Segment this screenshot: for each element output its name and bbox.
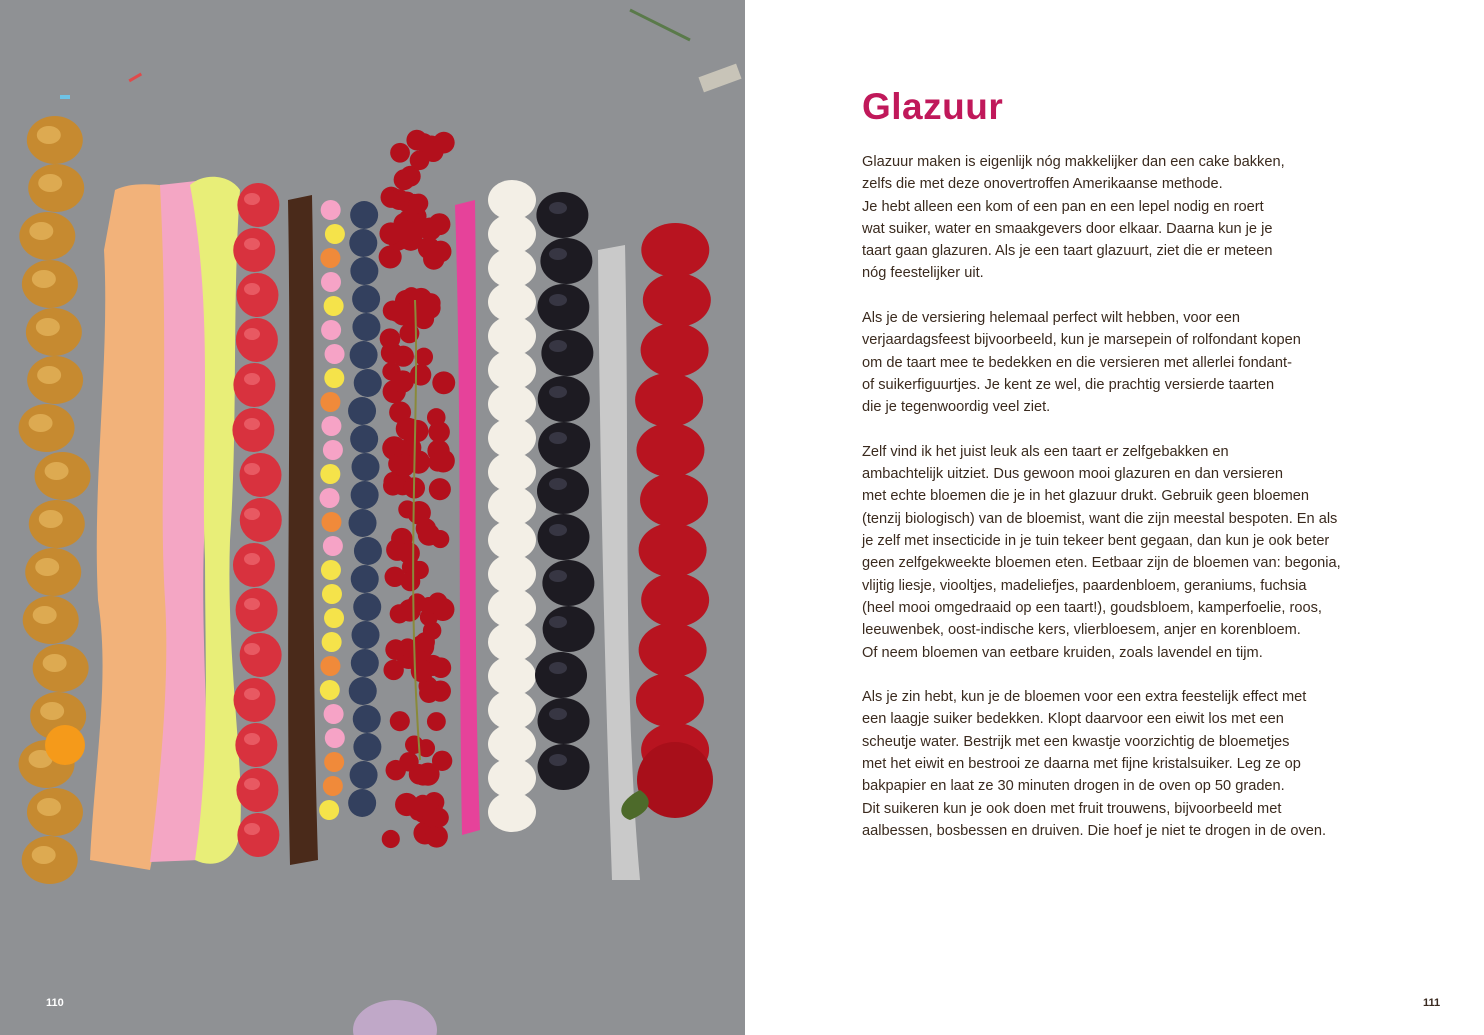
rose-petal-mark — [635, 373, 703, 427]
raspberry-highlight — [244, 508, 260, 520]
sugar-flower-mark — [320, 464, 340, 484]
raspberry-highlight — [244, 193, 260, 205]
blackberry-highlight — [549, 524, 567, 536]
text-line: om de taart mee te bedekken en die versieren met allerlei fondant- — [862, 354, 1292, 371]
blackberry-highlight — [549, 708, 567, 720]
text-line: Je hebt alleen een kom of een pan en een lepel nodig en roert — [862, 198, 1264, 215]
raspberry-mark — [236, 318, 278, 362]
blackberry-highlight — [549, 248, 567, 260]
raspberry-highlight — [244, 823, 260, 835]
red-currant-mark — [428, 453, 447, 472]
sugar-flower-mark — [321, 512, 341, 532]
blackberry-mark — [541, 330, 593, 376]
blackberry-highlight — [549, 202, 567, 214]
rose-petal-mark — [643, 273, 711, 327]
raspberry-highlight — [244, 283, 260, 295]
text-line: aalbessen, bosbessen en druiven. Die hoef je niet te drogen in de oven. — [862, 822, 1327, 839]
rose-petal-mark — [639, 523, 707, 577]
text-line: verjaardagsfeest bijvoorbeeld, kun je marsepein of rolfondant kopen — [862, 332, 1301, 349]
blackberry-mark — [535, 652, 587, 698]
blueberry-mark — [353, 733, 381, 761]
sugar-flower-mark — [323, 440, 343, 460]
blackberry-highlight — [549, 570, 567, 582]
rose-petal-mark — [636, 423, 704, 477]
text-line: die je tegenwoordig veel ziet. — [862, 399, 1051, 416]
blackberry-mark — [536, 192, 588, 238]
rose-petal-mark — [636, 673, 704, 727]
blueberry-mark — [354, 537, 382, 565]
blackberry-mark — [538, 744, 590, 790]
sugar-flower-mark — [325, 344, 345, 364]
text-line: vlijtig liesje, viooltjes, madeliefjes, paardenbloem, geraniums, fuchsia — [862, 577, 1307, 594]
raspberry-highlight — [244, 373, 260, 385]
sugar-flower-mark — [321, 560, 341, 580]
text-line: leeuwenbek, oost-indische kers, vlierbloesem, anjer en korenbloem. — [862, 622, 1301, 639]
text-line: Als je zin hebt, kun je de bloemen voor een extra feestelijk effect met — [862, 689, 1307, 706]
red-currant-mark — [427, 712, 446, 731]
text-line: met echte bloemen die je in het glazuur drukt. Gebruik geen bloemen — [862, 488, 1309, 505]
blueberry-mark — [351, 565, 379, 593]
blueberry-mark — [350, 257, 378, 285]
text-line: Glazuur maken is eigenlijk nóg makkelijker dan een cake bakken, — [862, 154, 1285, 170]
raspberry-highlight — [244, 598, 260, 610]
blueberry-mark — [350, 341, 378, 369]
sugar-flower-mark — [320, 488, 340, 508]
physalis-highlight — [43, 654, 67, 672]
physalis-berry — [45, 725, 85, 765]
sugar-flower-mark — [322, 584, 342, 604]
physalis-highlight — [45, 462, 69, 480]
text-line: Of neem bloemen van eetbare kruiden, zoals lavendel en tijm. — [862, 644, 1263, 661]
red-currant-mark — [400, 571, 420, 591]
raspberry-highlight — [244, 643, 260, 655]
red-currant-mark — [410, 288, 432, 310]
blueberry-mark — [351, 649, 379, 677]
blackberry-highlight — [549, 616, 567, 628]
text-line: zelfs die met deze onovertroffen Amerikaanse methode. — [862, 176, 1223, 193]
text-line: geen zelfgekweekte bloemen eten. Eetbaar zijn de bloemen van: begonia, — [862, 555, 1341, 572]
sugar-flower-mark — [321, 272, 341, 292]
blackberry-highlight — [549, 478, 567, 490]
sugar-flower-mark — [324, 752, 344, 772]
red-currant-mark — [429, 808, 448, 827]
rose-petal-mark — [639, 623, 707, 677]
red-currant-mark — [395, 793, 418, 816]
raspberry-highlight — [244, 238, 260, 250]
red-currant-mark — [398, 599, 420, 621]
blackberry-highlight — [549, 340, 567, 352]
blackberry-highlight — [549, 662, 567, 674]
blueberry-mark — [352, 453, 380, 481]
sugar-flower-mark — [324, 368, 344, 388]
sugar-flower-mark — [323, 536, 343, 556]
text-line: scheutje water. Bestrijk met een kwastje voorzichtig de bloemetjes — [862, 733, 1290, 750]
rose-petal-mark — [641, 573, 709, 627]
sugar-flower-mark — [322, 632, 342, 652]
raspberry-highlight — [244, 418, 260, 430]
raspberry-mark — [233, 543, 275, 587]
physalis-highlight — [32, 270, 56, 288]
blueberry-mark — [349, 677, 377, 705]
sugar-flower-mark — [321, 200, 341, 220]
raspberry-mark — [236, 768, 278, 812]
red-currant-mark — [390, 711, 410, 731]
blueberry-mark — [350, 425, 378, 453]
red-currant-mark — [416, 763, 439, 786]
raspberry-highlight — [244, 733, 260, 745]
red-currant-mark — [399, 752, 418, 771]
red-currant-mark — [420, 597, 438, 615]
paragraph — [862, 307, 1382, 418]
blackberry-highlight — [549, 432, 567, 444]
text-line: taart gaan glazuren. Als je een taart glazuurt, ziet die er meteen — [862, 243, 1273, 260]
blueberry-mark — [349, 509, 377, 537]
red-currant-mark — [431, 657, 452, 678]
text-line: Dit suikeren kun je ook doen met fruit trouwens, bijvoorbeeld met — [862, 800, 1282, 817]
sugar-flower-mark — [324, 296, 344, 316]
blackberry-mark — [538, 698, 590, 744]
blackberry-mark — [537, 284, 589, 330]
blueberry-mark — [350, 761, 378, 789]
sugar-flower-mark — [321, 416, 341, 436]
physalis-highlight — [37, 366, 61, 384]
red-currant-mark — [407, 501, 431, 525]
raspberry-mark — [240, 498, 282, 542]
sugar-flower-mark — [324, 704, 344, 724]
article-title: Glazuur — [862, 86, 1004, 127]
blackberry-mark — [538, 376, 590, 422]
text-line: (tenzij biologisch) van de bloemist, want die zijn meestal bespoten. En als — [862, 510, 1338, 527]
blueberry-mark — [352, 621, 380, 649]
sugar-flower-mark — [320, 680, 340, 700]
raspberry-mark — [232, 408, 274, 452]
raspberry-mark — [233, 363, 275, 407]
physalis-highlight — [33, 606, 57, 624]
text-line: ambachtelijk uitziet. Dus gewoon mooi glazuren en dan versieren — [862, 466, 1284, 483]
red-currant-mark — [382, 830, 400, 848]
blackberry-highlight — [549, 386, 567, 398]
article-body — [862, 151, 1382, 865]
physalis-highlight — [40, 702, 64, 720]
text-line: wat suiker, water en smaakgevers door elkaar. Daarna kun je je — [862, 220, 1273, 237]
raspberry-mark — [240, 453, 282, 497]
red-currant-mark — [380, 328, 401, 349]
sugar-flower-mark — [323, 776, 343, 796]
paragraph — [862, 686, 1382, 842]
right-page-number: 111 — [1423, 997, 1441, 1009]
red-currant-mark — [408, 196, 426, 214]
text-line: een laagje suiker bedekken. Klopt daarvoor een eiwit los met een — [862, 711, 1284, 728]
raspberry-highlight — [244, 688, 260, 700]
text-line: (heel mooi omgedraaid op een taart!), goudsbloem, kamperfoelie, roos, — [862, 599, 1322, 616]
raspberry-mark — [236, 588, 278, 632]
blueberry-mark — [351, 481, 379, 509]
red-currant-mark — [383, 660, 403, 680]
raspberry-mark — [235, 723, 277, 767]
left-page-number: 110 — [46, 997, 64, 1009]
blackberry-mark — [537, 514, 589, 560]
physalis-highlight — [37, 126, 61, 144]
raspberry-mark — [240, 633, 282, 677]
red-currant-mark — [432, 371, 455, 394]
blueberry-mark — [348, 789, 376, 817]
physalis-highlight — [38, 174, 62, 192]
blueberry-mark — [354, 369, 382, 397]
sugar-flower-mark — [321, 320, 341, 340]
paragraph — [862, 441, 1382, 664]
red-currant-mark — [423, 621, 442, 640]
text-line: met het eiwit en bestrooi ze daarna met fijne kristalsuiker. Leg ze op — [862, 756, 1301, 773]
raspberry-highlight — [244, 328, 260, 340]
text-line: je zelf met insecticide in je tuin tekeer bent gegaan, dan kun je ook beter — [862, 533, 1330, 550]
blackberry-mark — [540, 238, 592, 284]
sugar-flower-mark — [325, 224, 345, 244]
physalis-highlight — [29, 222, 53, 240]
blueberry-mark — [349, 229, 377, 257]
blueberry-mark — [348, 397, 376, 425]
blueberry-mark — [353, 593, 381, 621]
text-line: nóg feestelijker uit. — [862, 265, 984, 282]
sugar-flower-mark — [320, 656, 340, 676]
blackberry-mark — [538, 422, 590, 468]
red-currant-mark — [397, 220, 418, 241]
physalis-highlight — [37, 798, 61, 816]
raspberry-mark — [233, 228, 275, 272]
blueberry-mark — [353, 705, 381, 733]
rose-petal-mark — [641, 323, 709, 377]
blackberry-highlight — [549, 754, 567, 766]
raspberry-mark — [237, 183, 279, 227]
raspberry-mark — [236, 273, 278, 317]
red-currant-mark — [433, 132, 455, 154]
text-line: bakpapier en laat ze 30 minuten drogen in de oven op 50 graden. — [862, 778, 1285, 795]
text-line: of suikerfiguurtjes. Je kent ze wel, die prachtig versierde taarten — [862, 376, 1275, 393]
cream-swirl-mark — [488, 792, 536, 832]
red-currant-mark — [394, 169, 415, 190]
sugar-flower-mark — [320, 392, 340, 412]
raspberry-highlight — [244, 553, 260, 565]
red-currant-mark — [425, 825, 448, 848]
rose-head — [637, 742, 713, 818]
text-line: Als je de versiering helemaal perfect wilt hebben, voor een — [862, 310, 1241, 327]
physalis-highlight — [35, 558, 59, 576]
red-currant-mark — [423, 248, 444, 269]
red-currant-mark — [418, 524, 440, 546]
blueberry-mark — [352, 313, 380, 341]
sprinkle-mark — [60, 95, 70, 99]
red-currant-mark — [429, 478, 451, 500]
red-currant-mark — [398, 542, 420, 564]
blueberry-mark — [350, 201, 378, 229]
raspberry-highlight — [244, 463, 260, 475]
sugar-flower-mark — [319, 800, 339, 820]
text-line: Zelf vind ik het juist leuk als een taart er zelfgebakken en — [862, 443, 1229, 460]
red-currant-mark — [390, 143, 410, 163]
sugar-flower-mark — [320, 248, 340, 268]
blueberry-mark — [352, 285, 380, 313]
physalis-highlight — [36, 318, 60, 336]
rose-petal-mark — [640, 473, 708, 527]
blackberry-highlight — [549, 294, 567, 306]
raspberry-mark — [234, 678, 276, 722]
raspberry-highlight — [244, 778, 260, 790]
sugar-flower-mark — [325, 728, 345, 748]
paragraph — [862, 151, 1382, 285]
raspberry-mark — [237, 813, 279, 857]
red-currant-mark — [392, 454, 415, 477]
physalis-highlight — [32, 846, 56, 864]
blackberry-mark — [543, 606, 595, 652]
red-currant-mark — [391, 302, 415, 326]
physalis-highlight — [39, 510, 63, 528]
rose-petal-mark — [641, 223, 709, 277]
red-currant-mark — [393, 346, 414, 367]
blackberry-mark — [537, 468, 589, 514]
sugar-flower-mark — [324, 608, 344, 628]
blackberry-mark — [542, 560, 594, 606]
red-currant-mark — [410, 364, 431, 385]
red-currant-mark — [427, 408, 446, 427]
physalis-highlight — [29, 414, 53, 432]
red-currant-mark — [415, 348, 433, 366]
red-currant-mark — [400, 419, 423, 442]
